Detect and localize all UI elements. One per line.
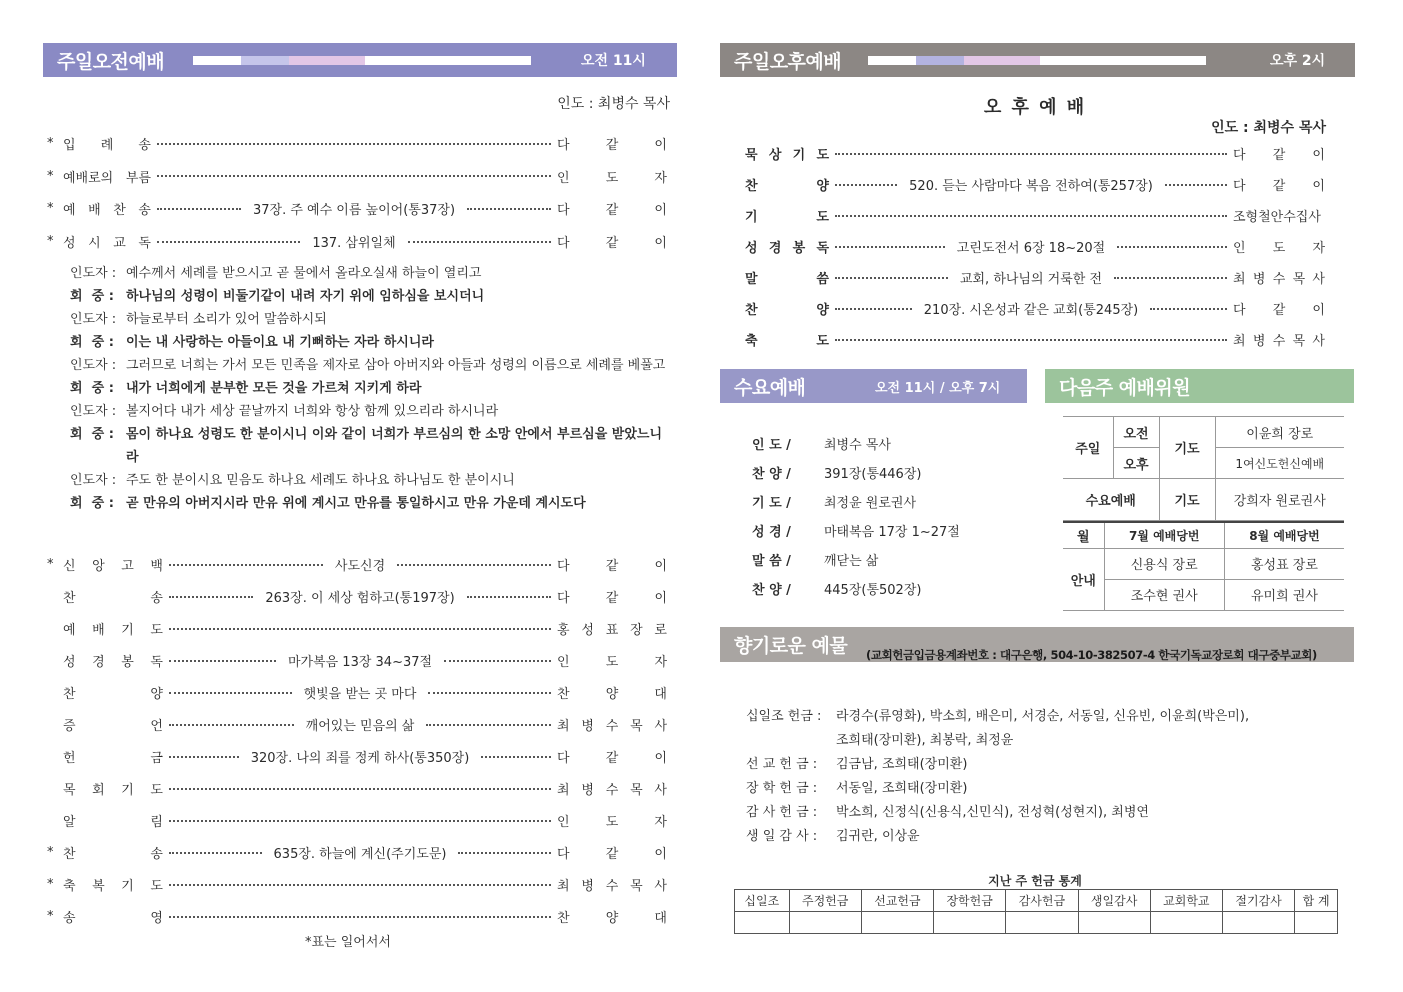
offering-label: 장 학 헌 금 :: [746, 781, 818, 796]
offering-names: 박소희, 신정식(신용식,신민식), 전성혁(성현지), 최병연: [836, 805, 1149, 820]
aug-person-2: 유미희 권사: [1224, 579, 1344, 610]
order-label: 예 배 찬 송: [63, 203, 151, 219]
wednesday-item: [752, 550, 878, 569]
offering-header: [720, 627, 1354, 662]
committee-header: [1045, 369, 1354, 403]
order-person: 다 같 이: [557, 591, 668, 606]
order-person: 인 도 자: [557, 170, 667, 186]
afternoon-header: [720, 43, 1355, 77]
stats-header-cell: 합 계: [1295, 890, 1338, 912]
guide-cell: 안내: [1063, 548, 1104, 610]
leader-dots: [481, 756, 551, 758]
order-label: 기 도: [745, 210, 829, 225]
reading-text: 그러므로 너희는 가서 모든 민족을 제자로 삼아 아버지와 아들과 성령의 이름으로 세례를 베풀고: [126, 358, 666, 373]
stats-value-cell: [861, 912, 933, 934]
stand-marker: *: [47, 201, 54, 217]
leader-dots: [835, 215, 1227, 217]
order-person: 다 같 이: [557, 847, 667, 862]
order-detail: 520. 듣는 사람마다 복음 전하여(통257장): [909, 179, 1153, 194]
reader-label: 회 중 :: [70, 496, 114, 511]
afternoon-title: 주일오후예배: [734, 50, 842, 73]
order-label: 찬 양: [63, 687, 163, 702]
wednesday-title: 수요예배: [734, 376, 806, 399]
order-label: 성 경 봉 독: [63, 655, 163, 670]
wednesday-value: 391장(통446장): [824, 467, 922, 482]
stats-value-cell: [789, 912, 861, 934]
order-detail: 햇빛을 받는 곳 마다: [303, 687, 417, 702]
order-item: [47, 134, 667, 153]
order-person: 다 같 이: [557, 203, 667, 219]
wednesday-value: 최정윤 원로권사: [824, 496, 917, 511]
reading-line: [70, 308, 670, 331]
order-person: 최 병 수 목 사: [1233, 334, 1325, 349]
aug-person-1: 홍성표 장로: [1224, 548, 1344, 579]
reader-label: 회 중 :: [70, 427, 114, 442]
reading-line: [70, 423, 670, 469]
order-label: 말 씀: [745, 272, 829, 287]
order-item: [47, 779, 667, 798]
afternoon-heading: 오 후 예 배: [983, 97, 1087, 118]
order-detail: 137. 삼위일체: [312, 236, 396, 252]
order-label: 신 앙 고 백: [63, 559, 163, 574]
offering-line: [746, 801, 1149, 820]
reading-line: [70, 492, 670, 515]
order-detail: 210장. 시온성과 같은 교회(통245장): [923, 303, 1139, 318]
leader-dots: [169, 820, 551, 822]
order-person: 최 병 수 목 사: [557, 783, 667, 798]
wednesday-item: [752, 521, 960, 540]
order-detail: 깨어있는 믿음의 삶: [305, 719, 415, 734]
afternoon-time: 오후 2시: [1270, 53, 1326, 69]
wednesday-label: 기 도 /: [752, 496, 791, 511]
leader-dots: [169, 852, 262, 854]
order-person: 다 같 이: [557, 138, 667, 153]
leader-dots: [157, 175, 551, 177]
pm-cell: 오후: [1113, 448, 1159, 479]
sunday-cell: 주일: [1063, 417, 1113, 479]
order-person: 인 도 자: [1233, 241, 1326, 256]
leader-dots: [835, 277, 948, 279]
offering-names: 김귀란, 이상윤: [836, 829, 920, 844]
leader-dots: [1165, 184, 1227, 186]
order-detail: 320장. 나의 죄를 정케 하사(통350장): [250, 751, 470, 766]
wednesday-label: 찬 양 /: [752, 467, 791, 482]
stats-value-cell: [1150, 912, 1222, 934]
order-item: [47, 199, 667, 218]
order-person: 조형철안수집사: [1233, 210, 1321, 225]
order-item: [47, 907, 667, 926]
july-person-2: 조수현 권사: [1104, 579, 1224, 610]
wednesday-label: 말 씀 /: [752, 554, 791, 569]
order-item: [745, 299, 1325, 318]
wednesday-label: 성 경 /: [752, 525, 791, 540]
order-item: [47, 747, 667, 766]
reading-text: 볼지어다 내가 세상 끝날까지 너희와 항상 함께 있으리라 하시니라: [126, 404, 499, 419]
offering-line: [746, 825, 920, 844]
stats-value-cell: [1006, 912, 1078, 934]
stats-header-cell: 장학헌금: [934, 890, 1006, 912]
wednesday-value: 최병수 목사: [824, 438, 891, 453]
order-label: 알 림: [63, 815, 163, 830]
stats-value-cell: [1078, 912, 1150, 934]
order-label: 입 례 송: [63, 138, 151, 153]
leader-dots: [169, 628, 551, 630]
leader-dots: [835, 308, 912, 310]
offering-account: (교회헌금입금용계좌번호 : 대구은행, 504-10-382507-4 한국기독교장로회 대구중부교회): [866, 648, 1317, 662]
order-item: [745, 206, 1325, 225]
reading-text: 내가 너희에게 분부한 모든 것을 가르쳐 지키게 하라: [126, 381, 422, 396]
duty-table: [1063, 521, 1344, 611]
leader-dots: [408, 241, 551, 243]
morning-time: 오전 11시: [581, 53, 646, 69]
leader-dots: [835, 184, 897, 186]
order-label: 헌 금: [63, 751, 163, 766]
order-person: 다 같 이: [1233, 179, 1325, 194]
order-label: 찬 송: [63, 847, 163, 862]
reading-text: 몸이 하나요 성령도 한 분이시니 이와 같이 너희가 부르심의 한 소망 안에서 부르심을 받았느니라: [126, 427, 663, 465]
offering-title: 향기로운 예물: [734, 635, 848, 657]
offering-label: 감 사 헌 금 :: [746, 805, 818, 820]
stats-header-cell: 교회학교: [1150, 890, 1222, 912]
order-label: 성 시 교 독: [63, 236, 151, 252]
leader-dots: [169, 788, 551, 790]
order-detail: 마가복음 13장 34~37절: [287, 655, 433, 670]
wednesday-item: [752, 579, 921, 598]
am-cell: 오전: [1113, 417, 1159, 448]
stand-footnote: *표는 일어서서: [305, 935, 391, 950]
stand-marker: *: [47, 557, 54, 572]
order-item: [47, 843, 667, 862]
offering-line: [746, 777, 967, 796]
order-label: 찬 송: [63, 591, 163, 606]
wednesday-label: 인 도 /: [752, 438, 791, 453]
reader-label: 회 중 :: [70, 381, 114, 396]
order-item: [47, 651, 667, 670]
wednesday-value: 마태복음 17장 1~27절: [824, 525, 960, 540]
stats-header-cell: 십일조: [735, 890, 790, 912]
order-person: 다 같 이: [557, 236, 667, 252]
order-label: 찬 양: [745, 303, 829, 318]
stats-header-cell: 감사헌금: [1006, 890, 1078, 912]
offering-label: 생 일 감 사 :: [746, 829, 818, 844]
order-item: [745, 144, 1325, 163]
wednesday-value: 깨닫는 삶: [824, 554, 879, 569]
stats-value-cell: [1222, 912, 1294, 934]
stand-marker: *: [47, 877, 54, 892]
order-item: [47, 875, 667, 894]
wednesday-item: [752, 434, 891, 453]
reader-label: 인도자 :: [70, 312, 117, 327]
order-label: 묵 상 기 도: [745, 148, 829, 163]
stand-marker: *: [47, 909, 54, 924]
order-item: [47, 232, 667, 251]
responsive-reading: [70, 262, 670, 515]
leader-dots: [169, 724, 294, 726]
offering-label: [746, 729, 836, 748]
committee-title: 다음주 예배위원: [1059, 376, 1191, 399]
order-person: 다 같 이: [1233, 303, 1325, 318]
order-item: [47, 619, 667, 638]
order-label: 예 배 기 도: [63, 623, 163, 638]
order-item: [745, 268, 1325, 287]
reader-label: 회 중 :: [70, 289, 114, 304]
stats-title: 지난 주 헌금 통계: [988, 874, 1082, 888]
wed-cell: 수요예배: [1063, 479, 1159, 521]
leader-dots: [428, 692, 551, 694]
order-person: 최 병 수 목 사: [557, 879, 667, 894]
order-label: 증 언: [63, 719, 163, 734]
reading-line: [70, 469, 670, 492]
reading-text: 하늘로부터 소리가 있어 말씀하시되: [126, 312, 327, 327]
reader-label: 인도자 :: [70, 266, 117, 281]
reading-line: [70, 285, 670, 308]
order-item: [47, 715, 667, 734]
reading-line: [70, 331, 670, 354]
leader-dots: [426, 724, 551, 726]
order-label: 송 영: [63, 911, 163, 926]
order-label: 축 복 기 도: [63, 879, 163, 894]
leader-dots: [1114, 277, 1227, 279]
order-person: 찬 양 대: [557, 911, 667, 926]
order-detail: 고린도전서 6장 18~20절: [956, 241, 1106, 256]
reading-text: 하나님의 성령이 비둘기같이 내려 자기 위에 임하심을 보시더니: [126, 289, 485, 304]
stats-value-cell: [735, 912, 790, 934]
leader-dots: [1117, 246, 1227, 248]
order-item: [47, 683, 667, 702]
leader-dots: [157, 143, 551, 145]
offering-names: 서동일, 조희태(장미환): [836, 781, 968, 796]
reader-label: 회 중 :: [70, 335, 114, 350]
order-item: [47, 167, 667, 186]
stats-value-cell: [1295, 912, 1338, 934]
pm-person-cell: 1여신도헌신예배: [1215, 448, 1344, 479]
offering-label: 십일조 헌금 :: [746, 709, 822, 724]
leader-dots: [835, 246, 945, 248]
order-label: 찬 양: [745, 179, 829, 194]
order-detail: 사도신경: [334, 559, 386, 574]
july-person-1: 신용식 장로: [1104, 548, 1224, 579]
leader-dots: [444, 660, 551, 662]
offering-names: 라경수(류영화), 박소희, 배은미, 서경순, 서동일, 신유빈, 이윤희(박은미),: [836, 709, 1250, 724]
wed-prayer-cell: 기도: [1159, 479, 1215, 521]
leader-dots: [169, 756, 239, 758]
leader-dots: [467, 596, 551, 598]
order-item: [47, 555, 667, 574]
stats-table: [734, 889, 1338, 934]
stats-header-cell: 주정헌금: [789, 890, 861, 912]
order-person: 최 병 수 목 사: [557, 719, 668, 734]
offering-names: 조희태(장미환), 최봉락, 최정윤: [836, 733, 1014, 748]
july-cell: 7월 예배당번: [1104, 522, 1224, 548]
leader-dots: [467, 208, 551, 210]
leader-dots: [169, 884, 551, 886]
committee-table: [1063, 416, 1344, 521]
morning-header: [43, 43, 677, 77]
order-label: 목 회 기 도: [63, 783, 163, 798]
reading-text: 곧 만유의 아버지시라 만유 위에 계시고 만유를 통일하시고 만유 가운데 계시도다: [126, 496, 586, 511]
order-label: 예배로의 부름: [63, 170, 151, 186]
leader-dots: [157, 241, 300, 243]
header-stripe: [868, 56, 1206, 65]
offering-label: 선 교 헌 금 :: [746, 757, 818, 772]
header-stripe: [193, 56, 531, 65]
order-detail: 263장. 이 세상 험하고(통197장): [265, 591, 455, 606]
order-detail: 635장. 하늘에 계신(주기도문): [273, 847, 447, 862]
stand-marker: *: [47, 136, 54, 151]
reading-line: [70, 262, 670, 285]
leader-dots: [169, 564, 323, 566]
leader-dots: [1150, 308, 1227, 310]
order-detail: 37장. 주 예수 이름 높이어(통37장): [252, 203, 456, 219]
reader-label: 인도자 :: [70, 358, 117, 373]
order-person: 다 같 이: [1233, 148, 1325, 163]
month-cell: 월: [1063, 522, 1104, 548]
stats-value-cell: [934, 912, 1006, 934]
order-person: 인 도 자: [557, 655, 668, 670]
stand-marker: *: [47, 845, 54, 860]
order-person: 홍 성 표 장 로: [557, 623, 667, 638]
order-item: [745, 330, 1325, 349]
order-person: 최 병 수 목 사: [1233, 272, 1325, 287]
order-detail: 교회, 하나님의 거룩한 전: [959, 272, 1103, 287]
morning-leader: 인도 : 최병수 목사: [557, 96, 670, 112]
wednesday-time: 오전 11시 / 오후 7시: [875, 380, 1001, 396]
order-label: 축 도: [745, 334, 829, 349]
reading-text: 이는 내 사랑하는 아들이요 내 기뻐하는 자라 하시니라: [126, 335, 434, 350]
stand-marker: *: [47, 168, 54, 184]
leader-dots: [169, 916, 551, 918]
prayer-cell: 기도: [1159, 417, 1215, 479]
order-item: [47, 811, 667, 830]
order-person: 찬 양 대: [557, 687, 667, 702]
aug-cell: 8월 예배당번: [1224, 522, 1344, 548]
wednesday-item: [752, 492, 916, 511]
afternoon-leader: 인도 : 최병수 목사: [1211, 120, 1326, 136]
am-person-cell: 이윤희 장로: [1215, 417, 1344, 448]
leader-dots: [835, 153, 1227, 155]
stats-header-cell: 선교헌금: [861, 890, 933, 912]
wednesday-item: [752, 463, 921, 482]
wednesday-value: 445장(통502장): [824, 583, 922, 598]
morning-title: 주일오전예배: [57, 50, 165, 73]
leader-dots: [169, 596, 253, 598]
wednesday-label: 찬 양 /: [752, 583, 791, 598]
order-person: 다 같 이: [557, 751, 668, 766]
reading-line: [70, 377, 670, 400]
offering-line: [746, 705, 1249, 724]
reading-line: [70, 354, 670, 377]
leader-dots: [397, 564, 551, 566]
leader-dots: [157, 208, 241, 210]
wed-person-cell: 강희자 원로권사: [1215, 479, 1344, 521]
offering-line: [746, 753, 967, 772]
offering-line: [746, 729, 1013, 748]
order-item: [745, 175, 1325, 194]
order-person: 다 같 이: [557, 559, 668, 574]
offering-names: 김금남, 조희태(장미환): [836, 757, 968, 772]
leader-dots: [169, 660, 276, 662]
stats-header-cell: 생일감사: [1078, 890, 1150, 912]
leader-dots: [458, 852, 551, 854]
order-label: 성 경 봉 독: [745, 241, 829, 256]
reading-text: 예수께서 세례를 받으시고 곧 물에서 올라오실새 하늘이 열리고: [126, 266, 482, 281]
leader-dots: [169, 692, 292, 694]
order-item: [47, 587, 667, 606]
reading-line: [70, 400, 670, 423]
wednesday-header: [720, 369, 1027, 403]
stats-header-cell: 절기감사: [1222, 890, 1294, 912]
stand-marker: *: [47, 234, 54, 250]
reading-text: 주도 한 분이시요 믿음도 하나요 세례도 하나요 하나님도 한 분이시니: [126, 473, 515, 488]
reader-label: 인도자 :: [70, 473, 117, 488]
order-item: [745, 237, 1325, 256]
leader-dots: [835, 339, 1227, 341]
reader-label: 인도자 :: [70, 404, 117, 419]
order-person: 인 도 자: [557, 815, 667, 830]
